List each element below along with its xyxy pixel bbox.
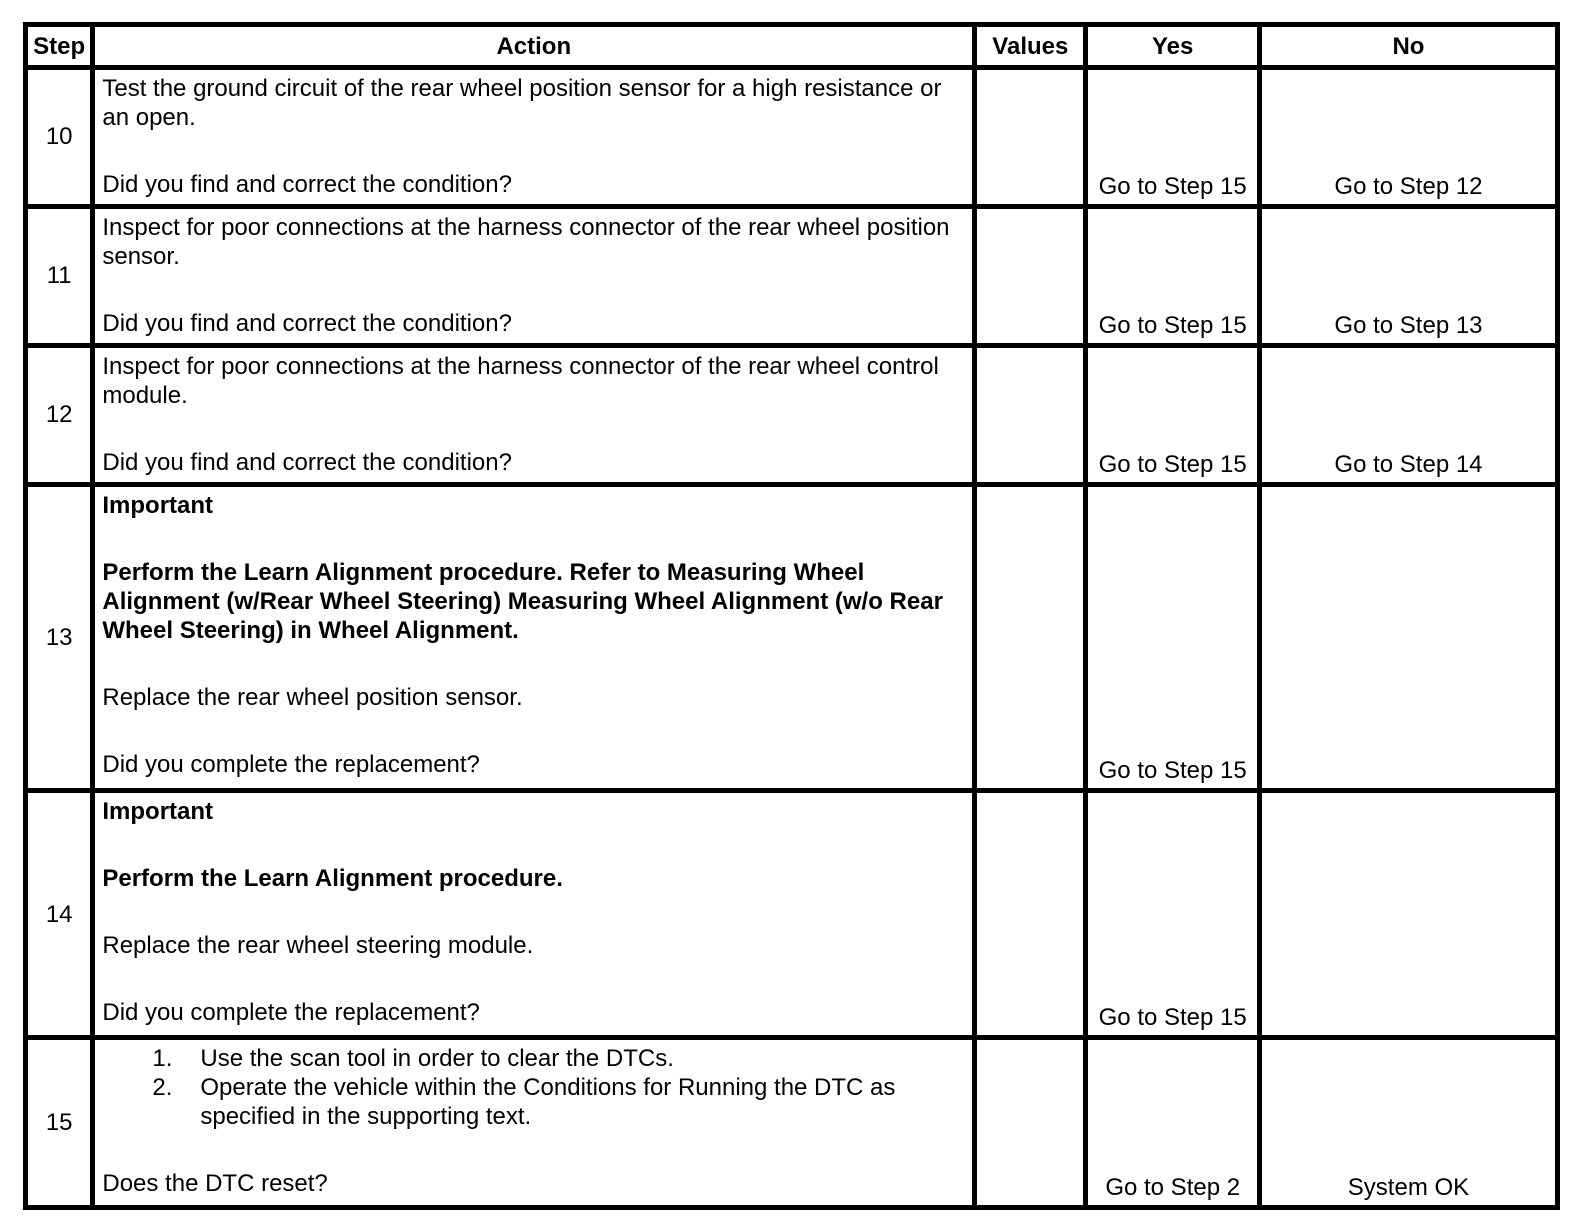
values-cell bbox=[975, 484, 1086, 790]
action-text: Inspect for poor connections at the harness connector of the rear wheel control module. bbox=[102, 352, 939, 409]
table-row bbox=[26, 791, 1558, 1038]
yes-cell: Go to Step 2 bbox=[1086, 1038, 1260, 1208]
header-values: Values bbox=[975, 25, 1086, 68]
table-row bbox=[26, 484, 1558, 790]
important-label: Important bbox=[102, 798, 214, 826]
yes-cell: Go to Step 15 bbox=[1086, 345, 1260, 484]
table-row bbox=[26, 206, 1558, 345]
action-cell bbox=[93, 484, 975, 790]
values-cell bbox=[975, 206, 1086, 345]
action-question: Did you find and correct the condition? bbox=[102, 309, 512, 337]
header-row bbox=[26, 25, 1558, 68]
step-number: 10 bbox=[26, 68, 93, 207]
table-row bbox=[26, 345, 1558, 484]
step-number: 11 bbox=[26, 206, 93, 345]
list-item-text: Operate the vehicle within the Conditions for Running the DTC as specified in the supporting text. bbox=[200, 1074, 896, 1131]
yes-cell: Go to Step 15 bbox=[1086, 68, 1260, 207]
no-cell: Go to Step 13 bbox=[1259, 206, 1557, 345]
no-cell: Go to Step 12 bbox=[1259, 68, 1557, 207]
important-text: Perform the Learn Alignment procedure. bbox=[102, 865, 563, 893]
header-action: Action bbox=[93, 25, 975, 68]
action-text: Inspect for poor connections at the harness connector of the rear wheel position sensor. bbox=[102, 213, 950, 270]
action-question: Did you find and correct the condition? bbox=[102, 448, 512, 476]
action-cell bbox=[93, 791, 975, 1038]
action-text: Replace the rear wheel steering module. bbox=[102, 932, 534, 960]
list-item-number: 1. bbox=[152, 1045, 173, 1073]
table-row bbox=[26, 1038, 1558, 1208]
no-cell: Go to Step 14 bbox=[1259, 345, 1557, 484]
action-text: Replace the rear wheel position sensor. bbox=[102, 683, 523, 711]
important-label: Important bbox=[102, 491, 214, 519]
action-cell bbox=[93, 206, 975, 345]
no-cell bbox=[1259, 484, 1557, 790]
list-item bbox=[102, 1073, 966, 1131]
step-number: 13 bbox=[26, 484, 93, 790]
table-row bbox=[26, 68, 1558, 207]
step-number: 14 bbox=[26, 791, 93, 1038]
values-cell bbox=[975, 68, 1086, 207]
action-question: Did you find and correct the condition? bbox=[102, 171, 512, 198]
list-item-text: Use the scan tool in order to clear the DTCs. bbox=[200, 1045, 674, 1073]
no-cell bbox=[1259, 791, 1557, 1038]
yes-cell: Go to Step 15 bbox=[1086, 484, 1260, 790]
action-cell bbox=[93, 345, 975, 484]
header-yes: Yes bbox=[1086, 25, 1260, 68]
header-no: No bbox=[1259, 25, 1557, 68]
important-text: Perform the Learn Alignment procedure. Refer to Measuring Wheel Alignment (w/Rear Wheel Steering) Measuring Wheel Alignment (w/o Rear Wheel Steering) in Wheel Alignment. bbox=[102, 558, 943, 644]
diagnostic-table bbox=[23, 22, 1560, 1210]
action-question: Did you complete the replacement? bbox=[102, 999, 480, 1027]
list-item-number: 2. bbox=[152, 1074, 173, 1102]
step-number: 12 bbox=[26, 345, 93, 484]
action-question: Does the DTC reset? bbox=[102, 1170, 328, 1198]
values-cell bbox=[975, 791, 1086, 1038]
no-cell: System OK bbox=[1259, 1038, 1557, 1208]
action-text: Test the ground circuit of the rear wheel position sensor for a high resistance or an open. bbox=[102, 75, 942, 131]
step-number: 15 bbox=[26, 1038, 93, 1208]
action-cell bbox=[93, 68, 975, 207]
procedure-list bbox=[102, 1044, 966, 1131]
yes-cell: Go to Step 15 bbox=[1086, 206, 1260, 345]
values-cell bbox=[975, 345, 1086, 484]
action-cell bbox=[93, 1038, 975, 1208]
action-question: Did you complete the replacement? bbox=[102, 750, 480, 778]
list-item bbox=[102, 1044, 966, 1073]
yes-cell: Go to Step 15 bbox=[1086, 791, 1260, 1038]
values-cell bbox=[975, 1038, 1086, 1208]
header-step: Step bbox=[26, 25, 93, 68]
